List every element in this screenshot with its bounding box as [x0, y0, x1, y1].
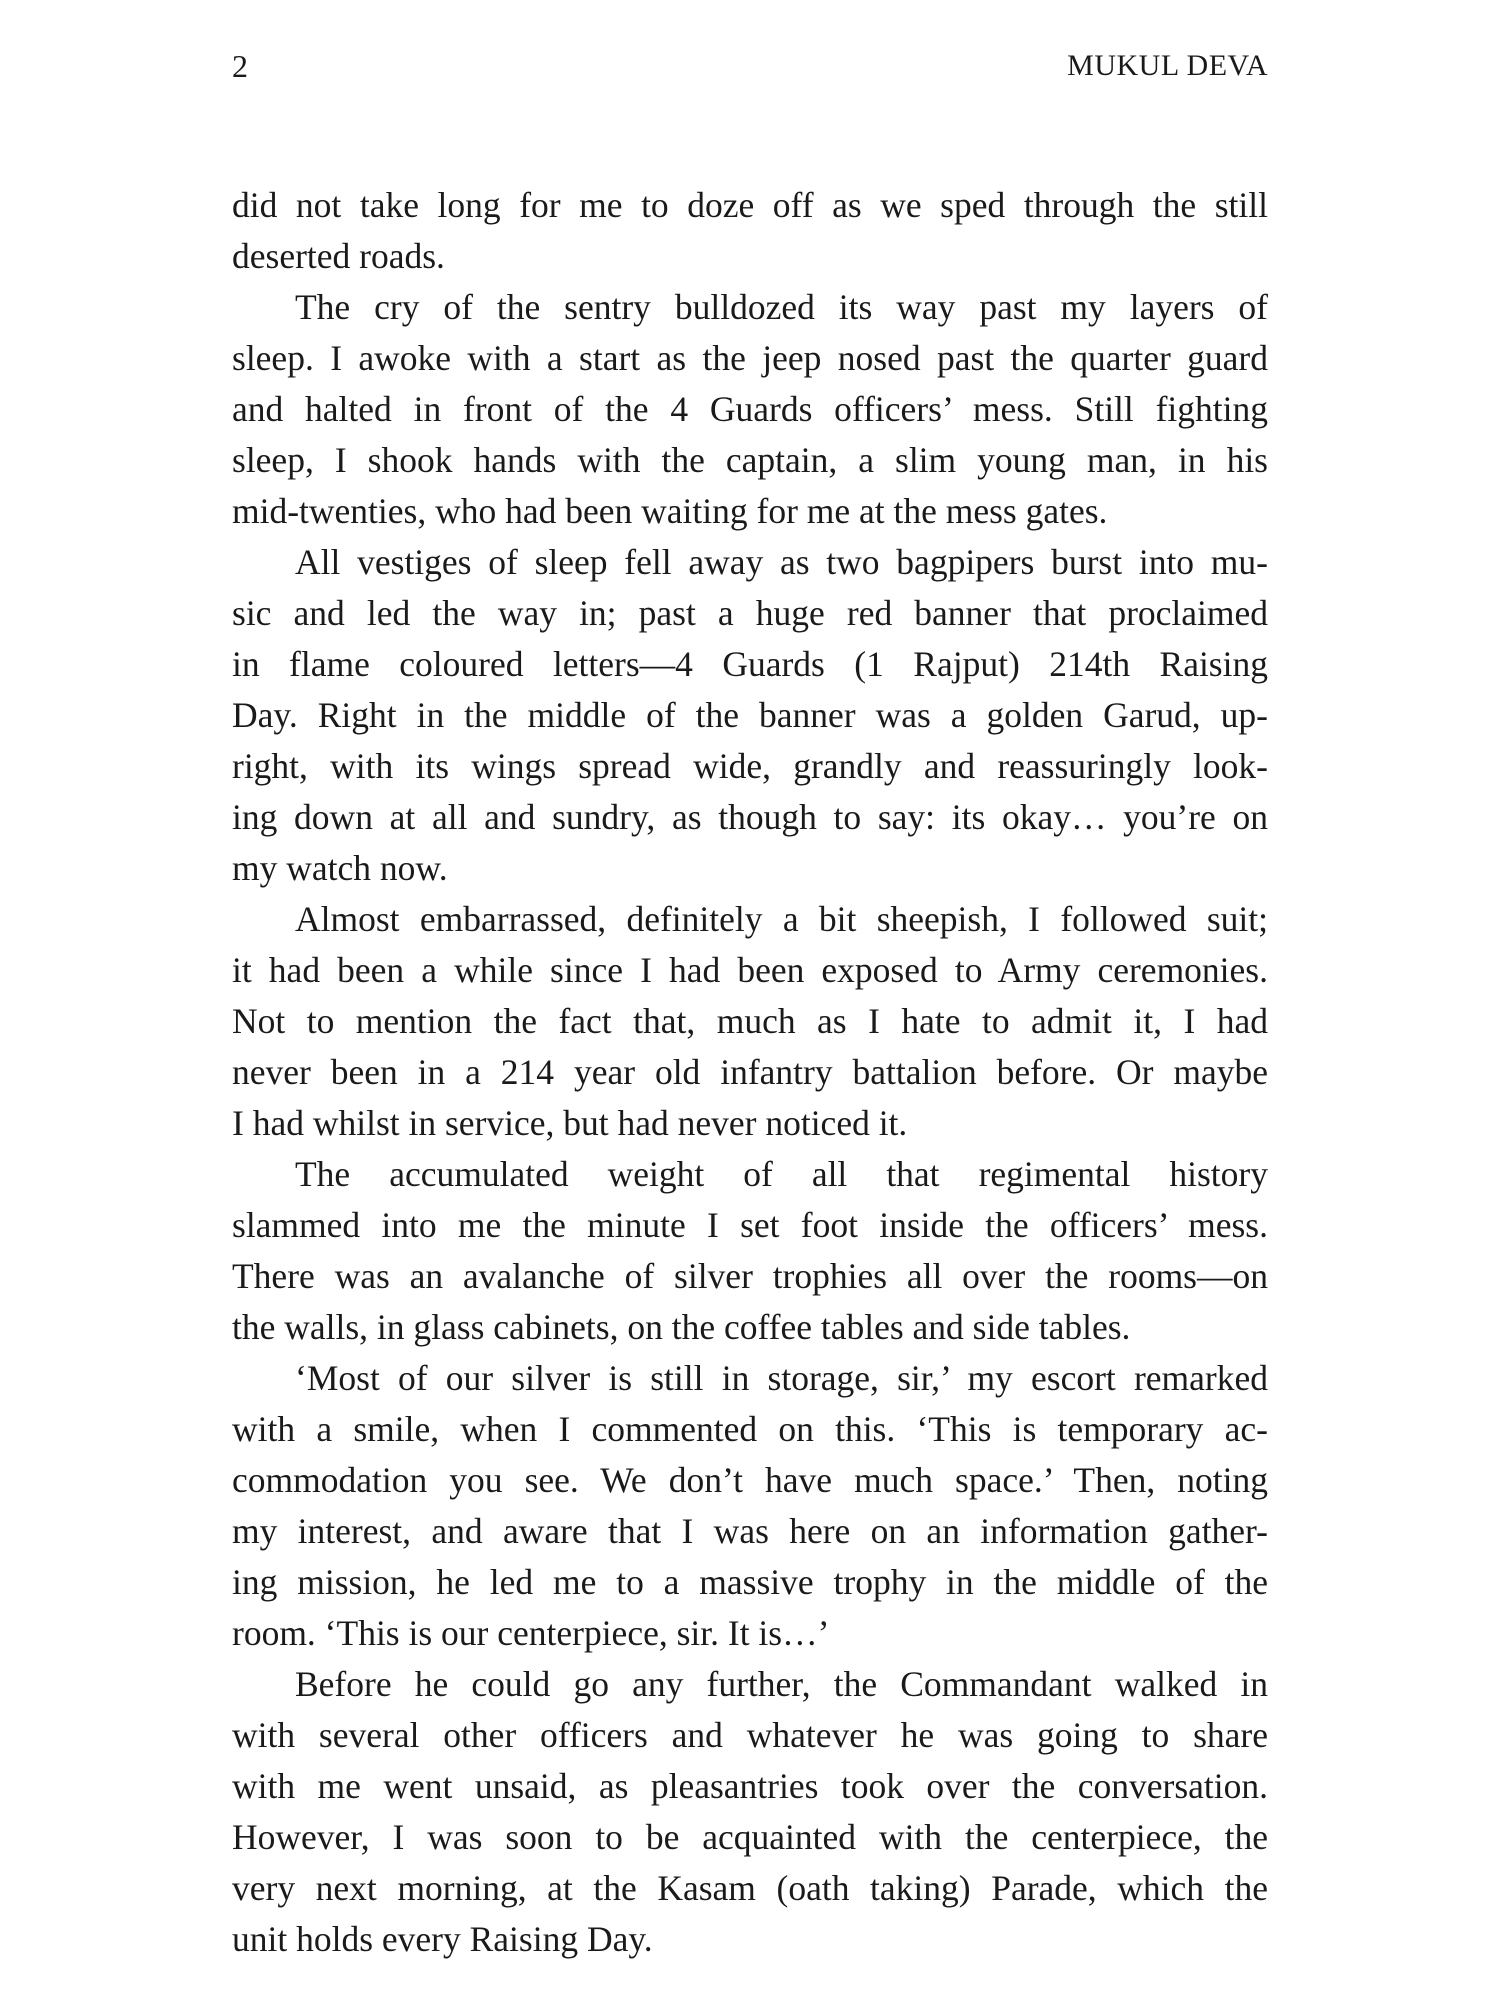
- text-line: Almost embarrassed, definitely a bit sheepish, I followed suit;: [295, 899, 1268, 939]
- running-title: MUKUL DEVA: [1067, 49, 1268, 82]
- text-line: The accumulated weight of all that regimental history: [295, 1154, 1268, 1194]
- text-line: The cry of the sentry bulldozed its way past my layers of: [295, 287, 1268, 327]
- text-line: commodation you see. We don’t have much space.’ Then, noting: [232, 1460, 1268, 1500]
- text-line: Before he could go any further, the Commandant walked in: [295, 1664, 1268, 1704]
- text-line: unit holds every Raising Day.: [232, 1919, 653, 1959]
- text-line: sleep. I awoke with a start as the jeep nosed past the quarter guard: [232, 338, 1268, 378]
- text-line: ing down at all and sundry, as though to say: its okay… you’re on: [232, 797, 1268, 837]
- page-number: 2: [232, 48, 248, 84]
- text-line: Day. Right in the middle of the banner was a golden Garud, up-: [232, 695, 1268, 735]
- text-line: in flame coloured letters—4 Guards (1 Rajput) 214th Raising: [232, 644, 1268, 684]
- text-line: However, I was soon to be acquainted with the centerpiece, the: [232, 1817, 1268, 1857]
- text-line: right, with its wings spread wide, grandly and reassuringly look-: [232, 746, 1268, 786]
- text-line: and halted in front of the 4 Guards officers’ mess. Still fighting: [232, 389, 1268, 429]
- text-line: did not take long for me to doze off as we sped through the still: [232, 185, 1268, 225]
- running-head: [232, 46, 1268, 86]
- text-line: ing mission, he led me to a massive trophy in the middle of the: [232, 1562, 1268, 1602]
- text-line: There was an avalanche of silver trophies all over the rooms—on: [232, 1256, 1268, 1296]
- text-line: with a smile, when I commented on this. ‘This is temporary ac-: [232, 1409, 1268, 1449]
- text-line: my watch now.: [232, 848, 448, 888]
- text-line: room. ‘This is our centerpiece, sir. It is…’: [232, 1613, 830, 1653]
- text-line: ‘Most of our silver is still in storage, sir,’ my escort remarked: [295, 1358, 1268, 1398]
- text-line: All vestiges of sleep fell away as two bagpipers burst into mu-: [295, 542, 1268, 582]
- text-line: sic and led the way in; past a huge red banner that proclaimed: [232, 593, 1268, 633]
- text-line: Not to mention the fact that, much as I hate to admit it, I had: [232, 1001, 1268, 1041]
- text-line: it had been a while since I had been exposed to Army ceremonies.: [232, 950, 1268, 990]
- text-line: sleep, I shook hands with the captain, a slim young man, in his: [232, 440, 1268, 480]
- text-line: very next morning, at the Kasam (oath taking) Parade, which the: [232, 1868, 1268, 1908]
- text-line: my interest, and aware that I was here on an information gather-: [232, 1511, 1268, 1551]
- text-line: I had whilst in service, but had never noticed it.: [232, 1103, 908, 1143]
- text-line: never been in a 214 year old infantry battalion before. Or maybe: [232, 1052, 1268, 1092]
- text-line: with me went unsaid, as pleasantries took over the conversation.: [232, 1766, 1268, 1806]
- body-text: [232, 180, 1268, 1965]
- text-line: with several other officers and whatever he was going to share: [232, 1715, 1268, 1755]
- text-line: mid-twenties, who had been waiting for me at the mess gates.: [232, 491, 1108, 531]
- text-line: the walls, in glass cabinets, on the coffee tables and side tables.: [232, 1307, 1131, 1347]
- text-line: slammed into me the minute I set foot inside the officers’ mess.: [232, 1205, 1268, 1245]
- text-line: deserted roads.: [232, 236, 445, 276]
